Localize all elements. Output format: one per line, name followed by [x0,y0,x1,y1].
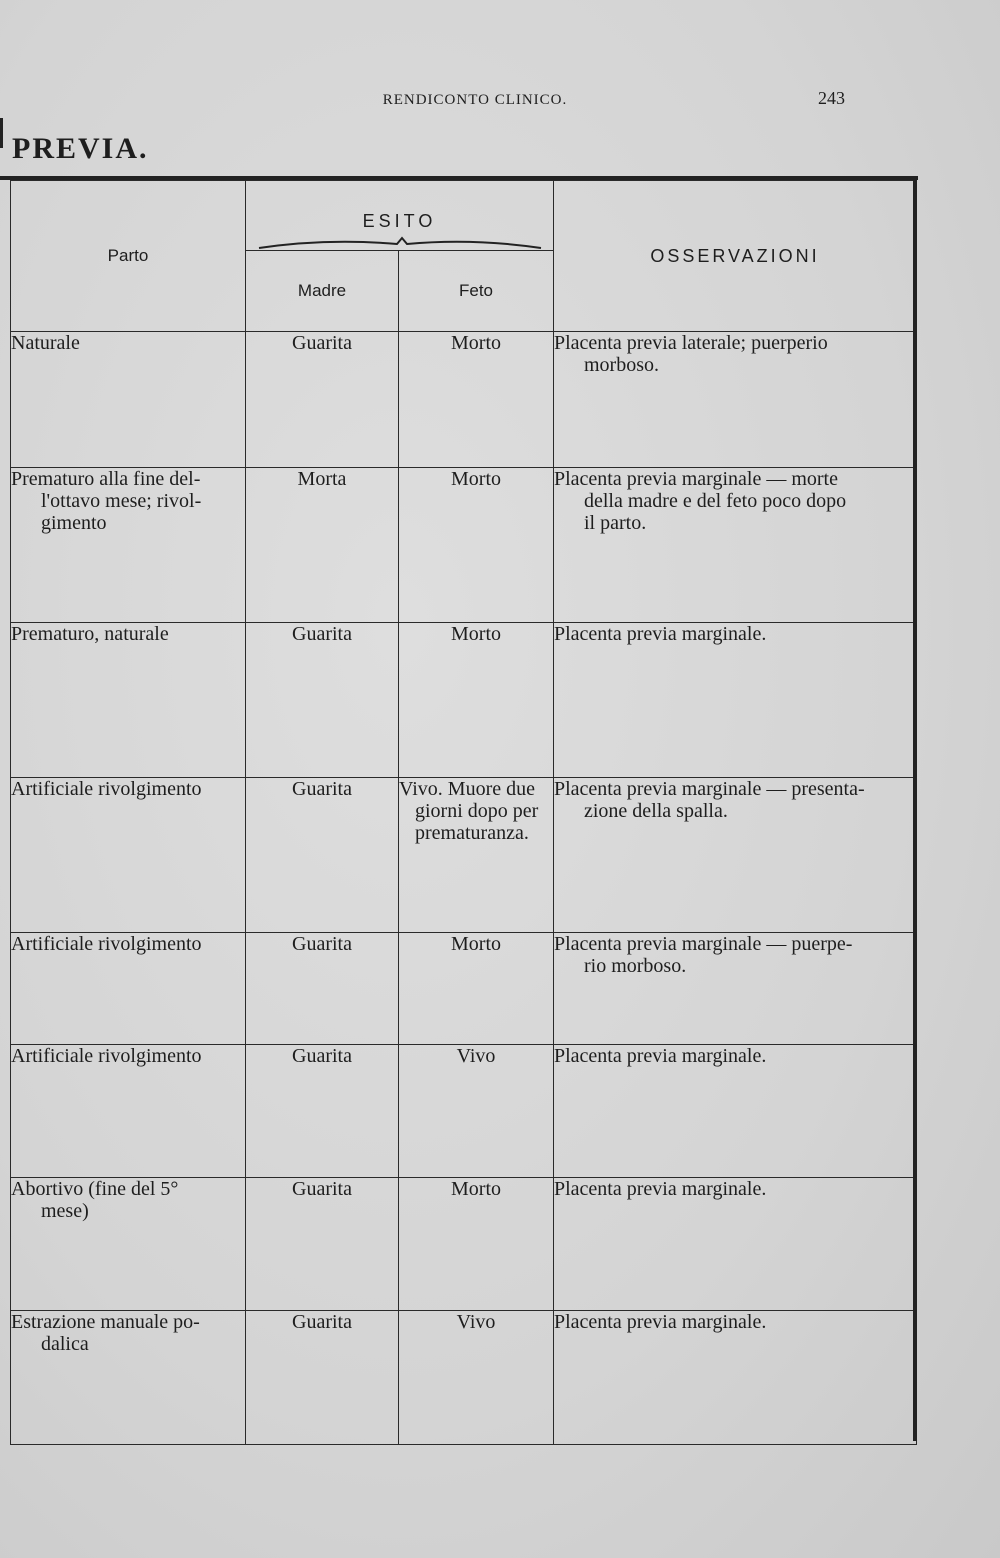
section-title: PREVIA. [12,132,149,165]
cell-osservazioni [554,777,917,932]
feto-line: prematuranza. [415,821,529,844]
column-header-parto: Parto [11,181,246,332]
parto-line: gimento [41,511,107,534]
table-row [11,467,917,622]
table-right-rule [913,176,917,1441]
table-row [11,1178,917,1311]
osservazioni-line: il parto. [584,511,647,534]
cell-madre: Guarita [246,622,399,777]
cell-madre: Guarita [246,1045,399,1178]
cell-feto [399,1045,554,1178]
feto-line: Morto [451,332,501,354]
cell-feto [399,467,554,622]
cell-madre: Guarita [246,1311,399,1445]
osservazioni-line: morboso. [584,354,659,376]
cell-madre: Guarita [246,932,399,1045]
table-row [11,332,917,468]
cell-parto [11,622,246,777]
cell-parto [11,467,246,622]
column-header-madre: Madre [246,251,399,332]
table-row [11,1311,917,1445]
cell-madre: Guarita [246,777,399,932]
cell-feto [399,1178,554,1311]
table-row [11,1045,917,1178]
osservazioni-line: Placenta previa marginale. [554,1178,767,1201]
cell-feto [399,932,554,1045]
feto-line: Morto [451,932,501,955]
feto-line: Morto [451,622,501,645]
left-margin-rule [0,118,3,148]
cell-feto [399,1311,554,1445]
running-head: RENDICONTO CLINICO. [382,92,568,108]
osservazioni-line: zione della spalla. [584,799,728,822]
cell-feto [399,777,554,932]
column-header-osservazioni: OSSERVAZIONI [554,181,917,332]
cell-parto [11,932,246,1045]
osservazioni-line: rio morboso. [584,954,687,977]
osservazioni-line: Placenta previa marginale — morte [554,467,838,490]
osservazioni-line: Placenta previa marginale. [554,1311,767,1334]
cell-osservazioni [554,1311,917,1445]
page-number: 243 [818,88,845,108]
cases-table [10,180,917,1445]
parto-line: mese) [41,1200,89,1223]
cell-osservazioni [554,467,917,622]
feto-line: Morto [451,467,501,490]
parto-line: Naturale [11,332,80,354]
cell-parto [11,1045,246,1178]
parto-line: Artificiale rivolgimento [11,932,202,955]
cell-parto [11,1178,246,1311]
esito-label: ESITO [362,211,437,231]
cell-madre: Morta [246,467,399,622]
feto-line: Vivo [456,1311,496,1334]
cell-osservazioni [554,622,917,777]
feto-line: giorni dopo per [415,799,539,822]
table-row [11,622,917,777]
parto-line: Artificiale rivolgimento [11,777,202,800]
table-body [11,332,917,1445]
cell-madre: Guarita [246,332,399,468]
table-row [11,777,917,932]
brace-icon [257,236,543,250]
cell-osservazioni [554,1045,917,1178]
cell-osservazioni [554,1178,917,1311]
column-header-esito [246,181,554,251]
osservazioni-line: Placenta previa marginale. [554,622,767,645]
osservazioni-line: Placenta previa marginale — presenta- [554,777,865,800]
cell-osservazioni [554,332,917,468]
osservazioni-line: Placenta previa marginale — puerpe- [554,932,853,955]
cell-feto [399,332,554,468]
cell-madre: Guarita [246,1178,399,1311]
parto-line: Estrazione manuale po- [11,1311,200,1334]
cell-parto [11,332,246,468]
cell-feto [399,622,554,777]
osservazioni-line: Placenta previa marginale. [554,1045,767,1068]
osservazioni-line: Placenta previa laterale; puerperio [554,332,828,354]
parto-line: l'ottavo mese; rivol- [41,489,202,512]
column-header-feto: Feto [399,251,554,332]
parto-line: Prematuro, naturale [11,622,169,645]
osservazioni-line: della madre e del feto poco dopo [584,489,847,512]
parto-line: dalica [41,1333,89,1356]
parto-line: Artificiale rivolgimento [11,1045,202,1068]
cell-osservazioni [554,932,917,1045]
feto-line: Vivo [456,1045,496,1068]
feto-line: Vivo. Muore due [399,777,535,800]
cell-parto [11,1311,246,1445]
parto-line: Prematuro alla fine del- [11,467,201,490]
table-row [11,932,917,1045]
feto-line: Morto [451,1178,501,1201]
cell-parto [11,777,246,932]
parto-line: Abortivo (fine del 5° [11,1178,179,1201]
